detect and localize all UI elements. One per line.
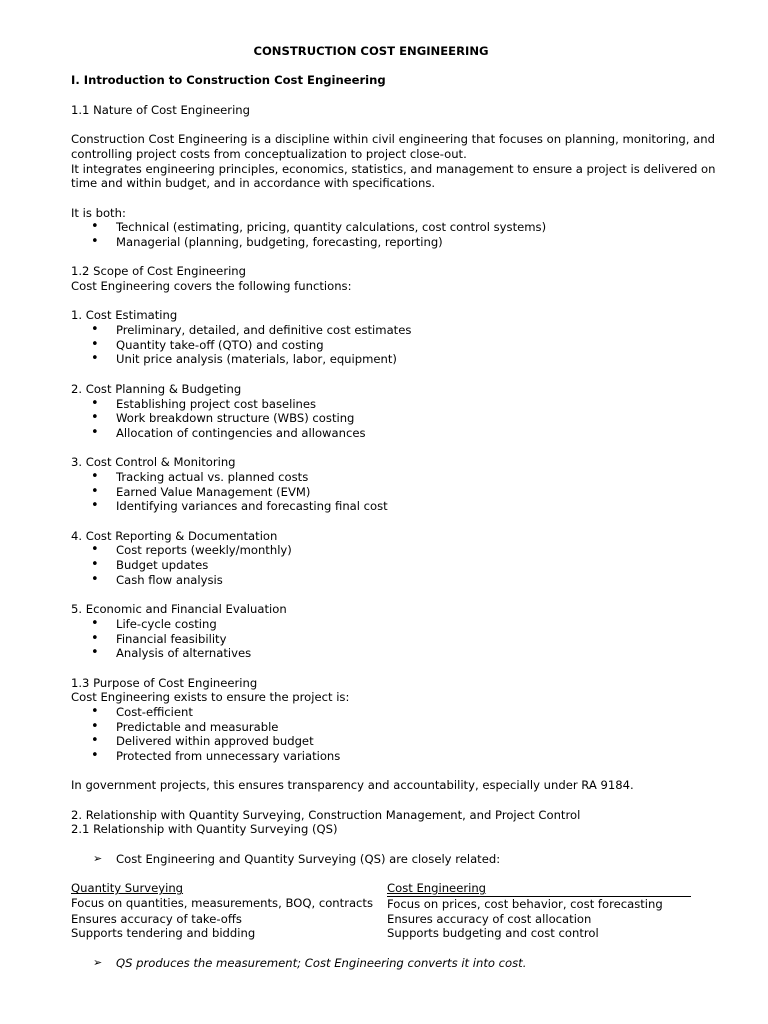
paragraph-line: time and within budget, and in accordance with specifications. <box>71 176 436 191</box>
list-item: • Tracking actual vs. planned costs <box>91 468 309 484</box>
list-item: • Predictable and measurable <box>91 718 279 734</box>
bullet-icon: • <box>91 336 99 352</box>
list-item: • Cash flow analysis <box>91 571 223 587</box>
bullet-icon: • <box>91 468 99 484</box>
paragraph-line: controlling project costs from conceptualization to project close-out. <box>71 146 467 161</box>
bullet-icon: • <box>91 483 99 499</box>
table-row <box>71 896 691 911</box>
comparison-table <box>71 881 691 941</box>
bullet-icon: • <box>91 615 99 631</box>
bullet-icon: • <box>91 542 99 558</box>
list-item: • Cost reports (weekly/monthly) <box>91 542 292 558</box>
table-cell: Ensures accuracy of take-offs <box>71 911 242 926</box>
paragraph-line: Cost Engineering covers the following functions: <box>71 279 352 293</box>
list-item: • Analysis of alternatives <box>91 645 252 661</box>
bullet-icon: • <box>91 645 99 661</box>
list-item: • Allocation of contingencies and allowances <box>91 424 366 440</box>
list-item: • Earned Value Management (EVM) <box>91 483 311 499</box>
table-cell: Ensures accuracy of cost allocation <box>387 911 592 926</box>
subsection-heading: 1.3 Purpose of Cost Engineering <box>71 675 258 690</box>
list-item: • Unit price analysis (materials, labor, equipment) <box>91 351 397 367</box>
section-heading: 2. Relationship with Quantity Surveying, Construction Management, and Project Control <box>71 807 581 822</box>
paragraph-line: It integrates engineering principles, economics, statistics, and management to ensure a project is delivered on <box>71 161 716 176</box>
bullet-icon: • <box>91 703 99 719</box>
arrow-bullet-icon: ➢ <box>93 851 103 865</box>
list-item: • Protected from unnecessary variations <box>91 748 341 763</box>
list-item: • Delivered within approved budget <box>91 733 314 749</box>
bullet-icon: • <box>91 322 99 338</box>
list-item: • Managerial (planning, budgeting, forecasting, reporting) <box>91 233 443 249</box>
list-item: • Cost-efficient <box>91 703 193 719</box>
table-cell: Focus on prices, cost behavior, cost forecasting <box>387 896 663 911</box>
list-item: • Life-cycle costing <box>91 615 217 631</box>
arrow-list-item: ➢ Cost Engineering and Quantity Surveying (QS) are closely related: <box>93 851 501 866</box>
document <box>71 44 716 970</box>
bullet-icon: • <box>91 233 99 249</box>
bullet-icon: • <box>91 733 99 749</box>
bullet-icon: • <box>91 395 99 411</box>
bullet-icon: • <box>91 424 99 440</box>
table-cell: Supports tendering and bidding <box>71 926 256 941</box>
table-row <box>71 926 691 941</box>
list-item: • Preliminary, detailed, and definitive cost estimates <box>91 322 412 338</box>
subsection-heading: 2.1 Relationship with Quantity Surveying (QS) <box>71 822 338 837</box>
column-header: Quantity Surveying <box>71 881 184 896</box>
list-item: • Budget updates <box>91 557 209 573</box>
table-cell: Supports budgeting and cost control <box>387 926 599 941</box>
paragraph-line: Construction Cost Engineering is a discipline within civil engineering that focuses on planning, monitoring, and <box>71 132 715 147</box>
bullet-icon: • <box>91 557 99 573</box>
bullet-icon: • <box>91 498 99 514</box>
bullet-icon: • <box>91 410 99 426</box>
list-intro: It is both: <box>71 205 126 220</box>
section-heading: I. Introduction to Construction Cost Engineering <box>71 73 386 88</box>
arrow-bullet-icon: ➢ <box>93 955 103 969</box>
list-item: • Technical (estimating, pricing, quantity calculations, cost control systems) <box>91 219 547 235</box>
list-item: • Financial feasibility <box>91 630 227 646</box>
function-heading: 3. Cost Control & Monitoring <box>71 455 236 470</box>
bullet-icon: • <box>91 748 99 763</box>
bullet-icon: • <box>91 219 99 235</box>
list-item: • Identifying variances and forecasting final cost <box>91 498 388 514</box>
paragraph-line: Cost Engineering exists to ensure the project is: <box>71 690 350 705</box>
list-item: • Quantity take-off (QTO) and costing <box>91 336 324 352</box>
bullet-icon: • <box>91 571 99 587</box>
function-heading: 2. Cost Planning & Budgeting <box>71 381 242 396</box>
list-item: • Establishing project cost baselines <box>91 395 317 411</box>
paragraph-line: In government projects, this ensures transparency and accountability, especially under RA 9184. <box>71 778 634 793</box>
function-heading: 4. Cost Reporting & Documentation <box>71 528 278 543</box>
bullet-icon: • <box>91 630 99 646</box>
subsection-heading: 1.1 Nature of Cost Engineering <box>71 102 251 117</box>
subsection-heading: 1.2 Scope of Cost Engineering <box>71 264 247 279</box>
function-heading: 5. Economic and Financial Evaluation <box>71 602 287 617</box>
bullet-icon: • <box>91 718 99 734</box>
arrow-list-item: ➢ QS produces the measurement; Cost Engineering converts it into cost. <box>93 955 527 970</box>
document-title: CONSTRUCTION COST ENGINEERING <box>253 44 489 58</box>
list-item: • Work breakdown structure (WBS) costing <box>91 410 355 426</box>
table-cell: Focus on quantities, measurements, BOQ, contracts <box>71 896 374 911</box>
bullet-icon: • <box>91 351 99 367</box>
function-heading: 1. Cost Estimating <box>71 308 178 323</box>
column-header: Cost Engineering <box>387 881 691 896</box>
table-header-row <box>71 881 691 896</box>
table-row <box>71 912 691 927</box>
